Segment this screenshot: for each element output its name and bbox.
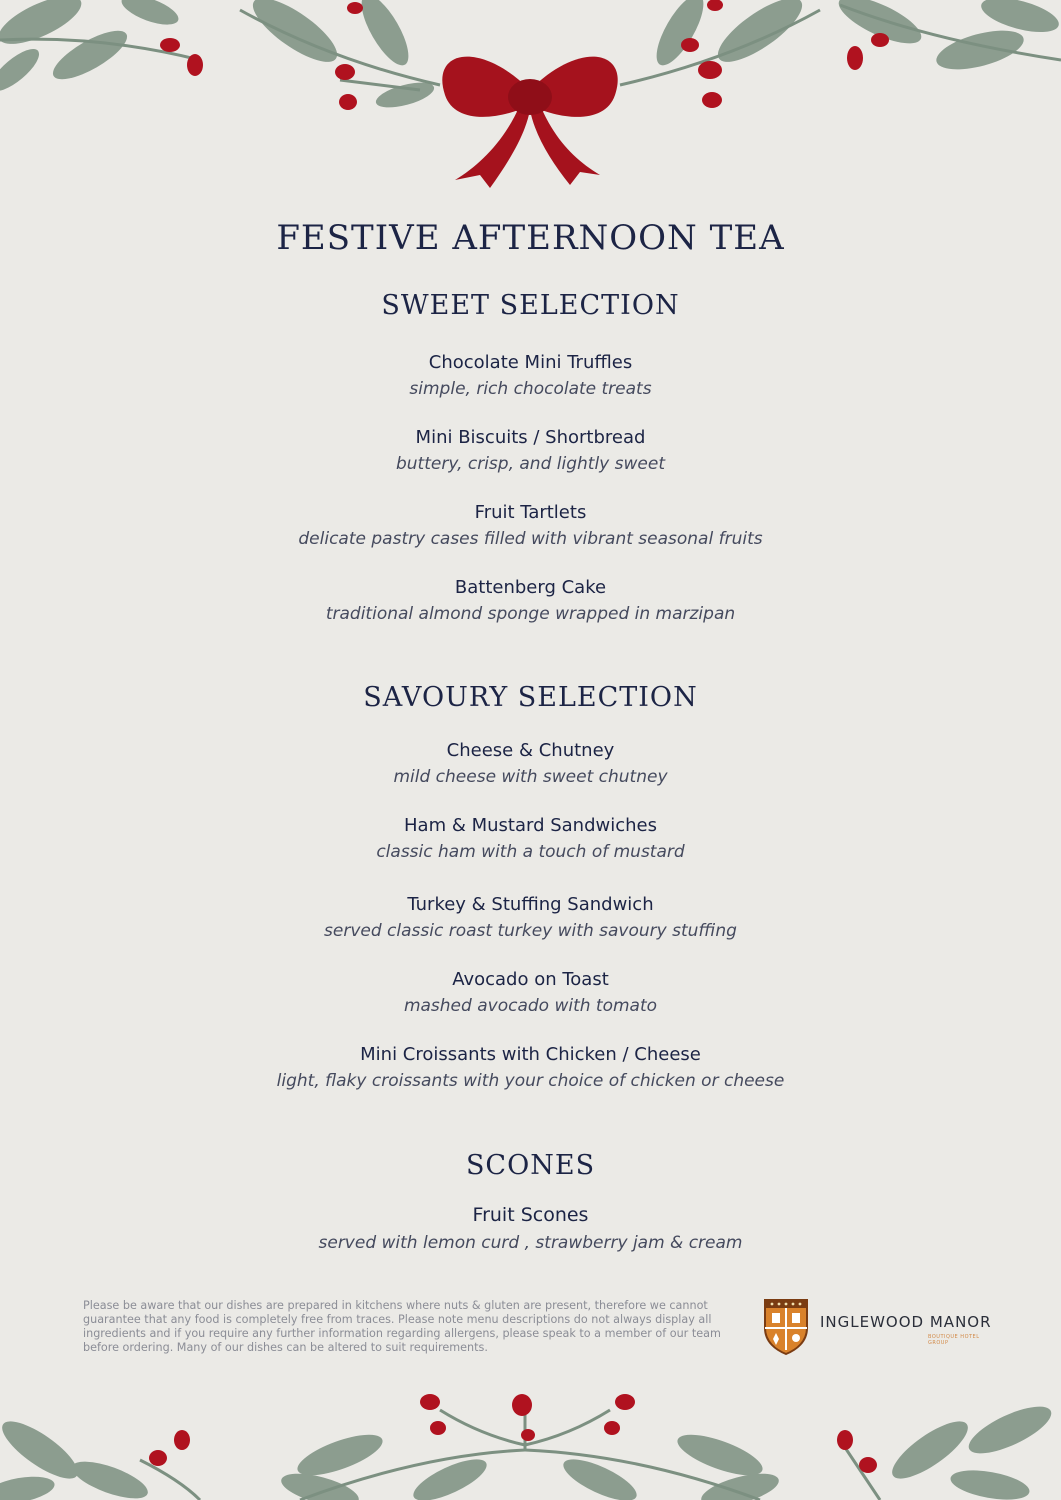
menu-item <box>0 1042 1061 1094</box>
item-name: Mini Croissants with Chicken / Cheese <box>360 1044 701 1065</box>
menu-title: FESTIVE AFTERNOON TEA <box>276 218 785 258</box>
item-name: Avocado on Toast <box>452 969 609 990</box>
menu-item <box>0 350 1061 402</box>
item-name: Fruit Scones <box>472 1204 589 1226</box>
item-name: Chocolate Mini Truffles <box>428 352 633 373</box>
brand-name: INGLEWOOD MANOR <box>820 1313 992 1331</box>
item-name: Turkey & Stuffing Sandwich <box>407 894 654 915</box>
item-description: mild cheese with sweet chutney <box>393 767 668 787</box>
holly-bow-icon <box>0 0 1061 200</box>
item-description: mashed avocado with tomato <box>403 996 658 1016</box>
item-description: traditional almond sponge wrapped in marzipan <box>325 604 736 624</box>
item-name: Ham & Mustard Sandwiches <box>404 815 657 836</box>
item-description: delicate pastry cases filled with vibrant seasonal fruits <box>298 529 763 549</box>
item-name: Battenberg Cake <box>454 577 607 598</box>
menu-item <box>0 738 1061 790</box>
item-description: served classic roast turkey with savoury stuffing <box>324 921 737 941</box>
menu-item <box>0 425 1061 477</box>
brand-logo <box>762 1296 1002 1358</box>
section-heading-savoury: SAVOURY SELECTION <box>363 682 698 713</box>
brand-subtitle: BOUTIQUE HOTEL GROUP <box>928 1334 980 1346</box>
berry-leaves-icon <box>0 1380 1061 1500</box>
menu-item <box>0 500 1061 552</box>
item-description: light, flaky croissants with your choice of chicken or cheese <box>276 1071 785 1091</box>
menu-item <box>0 575 1061 627</box>
item-description: classic ham with a touch of mustard <box>376 842 685 862</box>
item-description: simple, rich chocolate treats <box>409 379 652 399</box>
section-heading-sweet: SWEET SELECTION <box>381 290 680 321</box>
item-name: Fruit Tartlets <box>474 502 587 523</box>
item-name: Mini Biscuits / Shortbread <box>415 427 646 448</box>
menu-item <box>0 813 1061 865</box>
item-description: served with lemon curd , strawberry jam & cream <box>318 1233 743 1253</box>
item-name: Cheese & Chutney <box>446 740 615 761</box>
allergen-disclaimer: Please be aware that our dishes are prepared in kitchens where nuts & gluten are present, therefore we cannot guarantee that any food is completely free from traces. Please note menu descriptions do not always display all ingredients and if you require any further information regarding allergens, please speak to a member of our team before ordering. Many of our dishes can be altered to suit requirements. <box>83 1299 721 1354</box>
section-heading-scones: SCONES <box>465 1150 596 1181</box>
item-description: buttery, crisp, and lightly sweet <box>395 454 665 474</box>
menu-item <box>0 967 1061 1019</box>
crest-shield-icon <box>762 1296 810 1356</box>
menu-item <box>0 1202 1061 1256</box>
menu-item <box>0 892 1061 944</box>
